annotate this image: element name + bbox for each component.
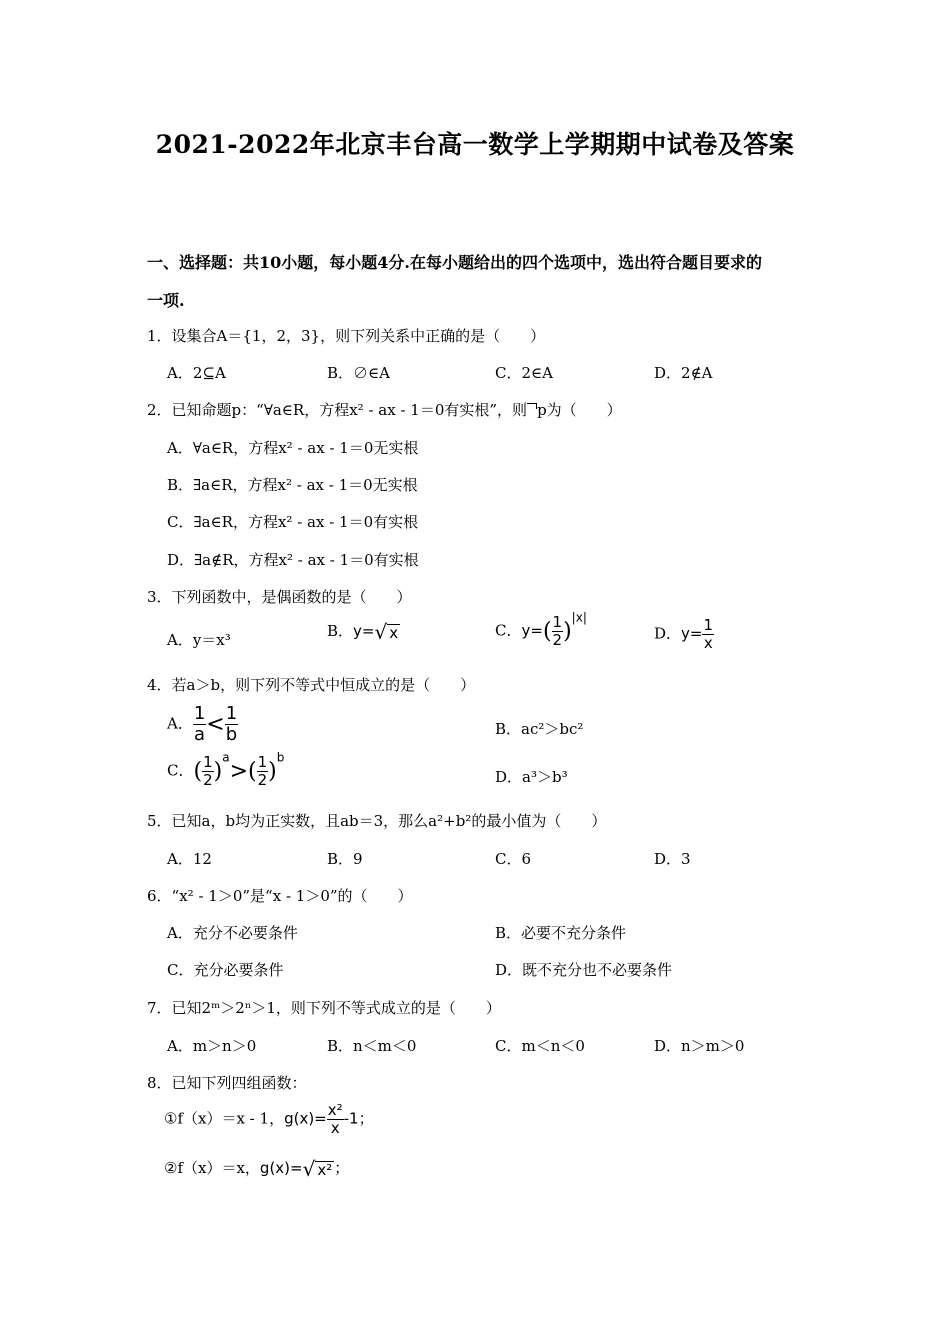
question-7-option-d: D．n＞m＞0	[654, 1037, 745, 1055]
fraction: $\frac{1}{a}$	[193, 703, 206, 745]
question-7-stem: 7．已知2ᵐ＞2ⁿ＞1，则下列不等式成立的是（ ）	[147, 999, 501, 1017]
question-6-option-d: D．既不充分也不必要条件	[495, 961, 673, 979]
question-2-option-a: A．∀a∈R，方程x² - ax - 1＝0无实根	[167, 439, 419, 457]
question-7-option-a: A．m＞n＞0	[167, 1037, 257, 1055]
question-8-stem: 8．已知下列四组函数：	[147, 1074, 307, 1092]
question-4-stem: 4．若a＞b，则下列不等式中恒成立的是（ ）	[147, 676, 476, 694]
question-1-option-a: A．2⊆A	[167, 364, 226, 382]
question-3-option-d: D．y= $\frac{1}{x}$	[654, 616, 714, 652]
question-2-option-c: C．∃a∈R，方程x² - ax - 1＝0有实根	[167, 513, 419, 531]
question-1-stem: 1．设集合A＝{1，2，3}，则下列关系中正确的是（ ）	[147, 327, 546, 345]
fraction: $\frac{1}{b}$	[225, 703, 238, 745]
question-4-option-a: A． $\frac{1}{a}$ < $\frac{1}{b}$	[167, 703, 238, 745]
question-3-option-c: C．y=( $\frac{1}{2}$ )$^{|x|}$	[495, 610, 587, 649]
question-3-stem: 3．下列函数中，是偶函数的是（ ）	[147, 588, 412, 606]
fraction: $\frac{1}{x}$	[703, 616, 714, 652]
section-heading-line2: 一项.	[147, 291, 185, 310]
question-8-item-2: ②f（x）＝x，g(x)= √ x² ；	[164, 1157, 350, 1181]
question-2-stem	[147, 399, 622, 420]
question-6-option-c: C．充分必要条件	[167, 961, 284, 979]
section-heading-line1: 一、选择题：共10小题，每小题4分.在每小题给出的四个选项中，选出符合题目要求的	[147, 253, 762, 272]
sqrt-expression: √ x	[374, 620, 399, 644]
question-7-option-b: B．n＜m＜0	[327, 1037, 417, 1055]
question-1-option-b: B．∅∈A	[327, 364, 390, 382]
question-5-stem: 5．已知a，b均为正实数，且ab＝3，那么a²+b²的最小值为（ ）	[147, 812, 607, 830]
question-5-option-b: B．9	[327, 850, 363, 868]
question-2-stem-post: p为（ ）	[537, 401, 622, 419]
question-4-option-c: C．( $\frac{1}{2}$ )$^a$>( $\frac{1}{2}$ )$^b$	[167, 750, 285, 789]
question-1-option-c: C．2∈A	[495, 364, 553, 382]
sqrt-expression: √ x²	[302, 1157, 333, 1181]
question-5-option-c: C．6	[495, 850, 532, 868]
question-3-option-a: A．y＝x³	[167, 631, 231, 649]
fraction: $\frac{1}{2}$	[552, 613, 563, 649]
question-5-option-d: D．3	[654, 850, 691, 868]
question-7-option-c: C．m＜n＜0	[495, 1037, 585, 1055]
question-8-item-1: ①f（x）＝x - 1，g(x)= $\frac{\text{x²}}{x}$ -1；	[164, 1101, 374, 1137]
fraction: $\frac{\text{x²}}{x}$	[327, 1101, 343, 1137]
page-title: 2021-2022年北京丰台高一数学上学期期中试卷及答案	[155, 130, 795, 159]
question-4-option-b: B．ac²＞bc²	[495, 720, 584, 738]
question-1-option-d: D．2∉A	[654, 364, 713, 382]
question-5-option-a: A．12	[167, 850, 212, 868]
question-2-option-b: B．∃a∈R，方程x² - ax - 1＝0无实根	[167, 476, 418, 494]
fraction: $\frac{1}{2}$	[203, 753, 213, 789]
question-3-option-b: B．y= √ x	[327, 620, 399, 644]
question-6-option-a: A．充分不必要条件	[167, 924, 298, 942]
question-2-option-d: D．∃a∉R，方程x² - ax - 1＝0有实根	[167, 551, 419, 569]
question-6-stem: 6．“x² - 1＞0”是“x - 1＞0”的（ ）	[147, 887, 413, 905]
question-2-stem-pre: 2．已知命题p：“∀a∈R，方程x² - ax - 1＝0有实根”，则	[147, 401, 528, 419]
question-6-option-b: B．必要不充分条件	[495, 924, 627, 942]
fraction: $\frac{1}{2}$	[257, 753, 268, 789]
question-4-option-d: D．a³＞b³	[495, 768, 568, 786]
